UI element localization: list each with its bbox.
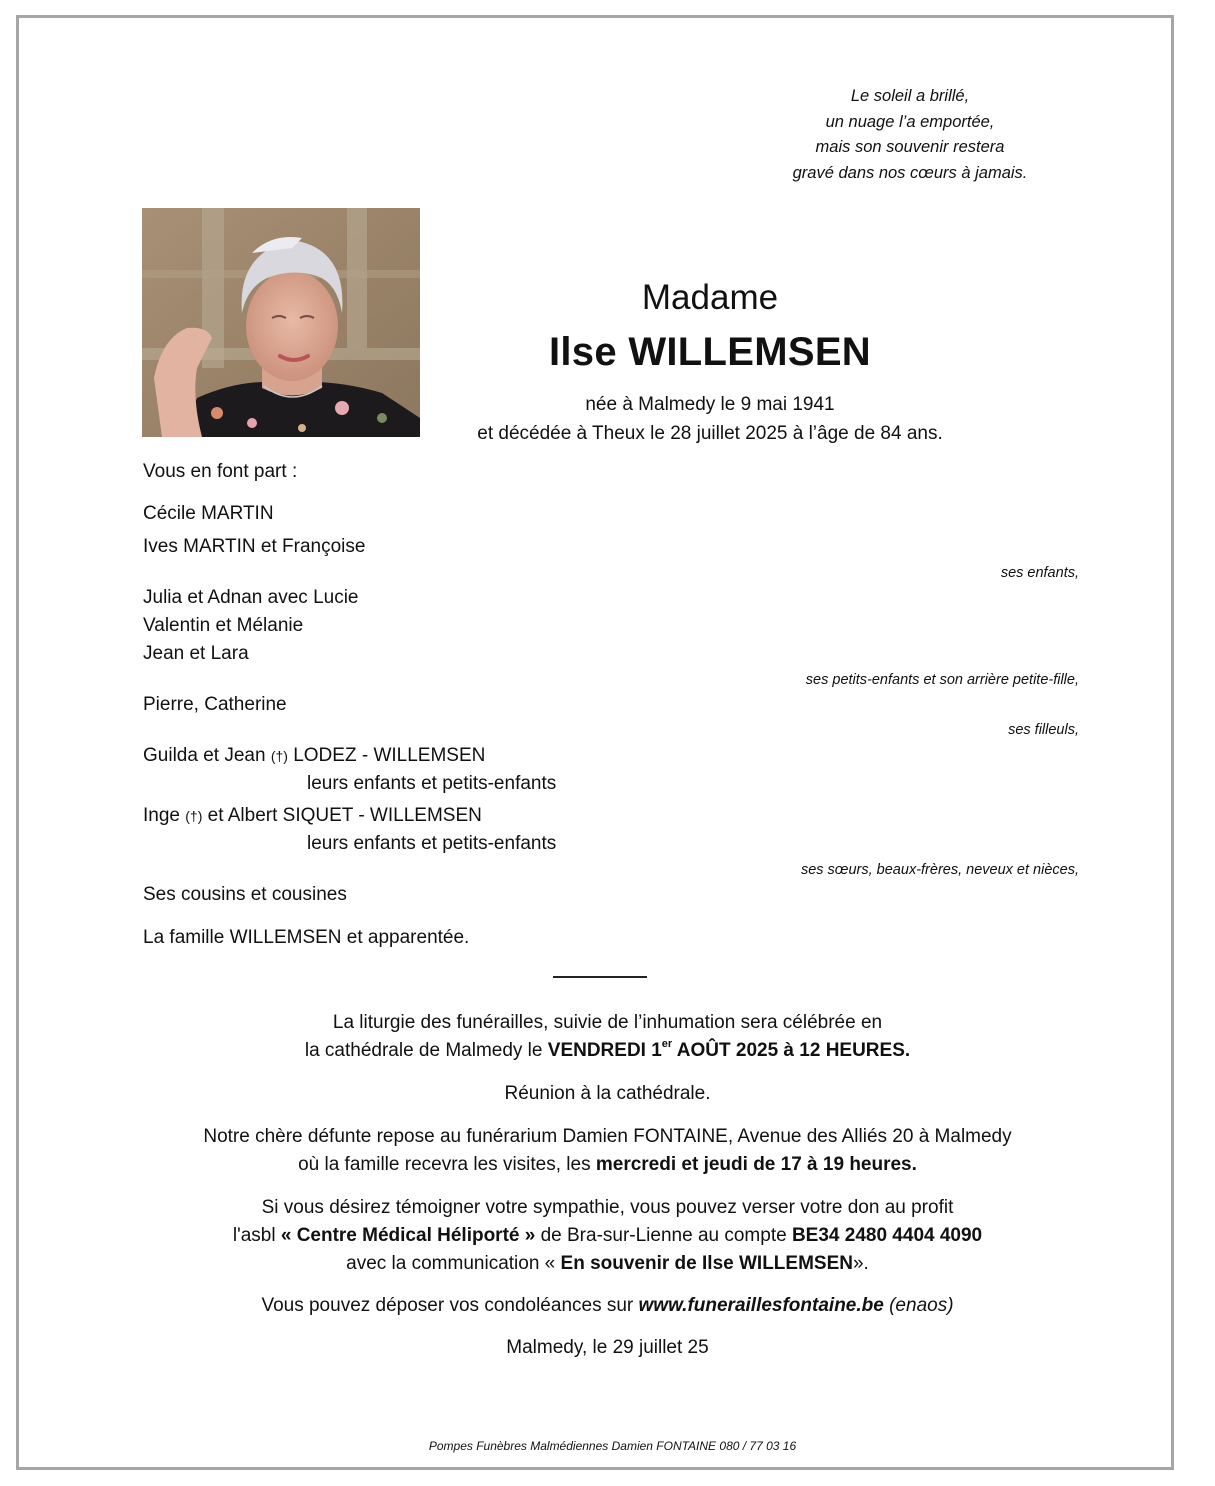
ordinal-suffix: er: [661, 1037, 673, 1050]
visitation-line: [60, 1151, 1155, 1179]
sibling-text: Guilda et Jean: [143, 745, 271, 766]
donation-text: de Bra-sur-Lienne au compte: [535, 1225, 792, 1246]
visitation-info: [60, 1123, 1155, 1179]
funeral-line: La liturgie des funérailles, suivie de l’inhumation sera célébrée en: [332, 1012, 883, 1033]
visitation-text: où la famille recevra les visites, les: [298, 1154, 596, 1175]
family-member-sub: leurs enfants et petits-enfants: [307, 833, 557, 854]
family-member-sub: leurs enfants et petits-enfants: [307, 773, 557, 794]
condolences-link[interactable]: www.funeraillesfontaine.be: [638, 1295, 884, 1316]
salutation: Madame: [641, 278, 779, 317]
donation-line: Si vous désirez témoigner votre sympathie, vous pouvez verser votre don au profit: [261, 1197, 954, 1218]
funeral-line: [60, 1037, 1155, 1065]
funeral-date-rest: AOÛT 2025 à 12 HEURES.: [672, 1040, 911, 1061]
poem-line: un nuage l’a emportée,: [825, 112, 995, 131]
bank-account: BE34 2480 4404 4090: [791, 1225, 983, 1246]
family-member: Jean et Lara: [143, 643, 249, 664]
funeral-text: la cathédrale de Malmedy le: [304, 1040, 548, 1061]
portrait-illustration: [142, 208, 420, 437]
family-member: Ses cousins et cousines: [143, 884, 347, 905]
funeral-date: [547, 1037, 911, 1061]
donation-reference: En souvenir de Ilse WILLEMSEN: [560, 1253, 853, 1274]
visitation-hours: mercredi et jeudi de 17 à 19 heures.: [595, 1154, 917, 1175]
donation-info: [60, 1194, 1155, 1278]
place-and-date: Malmedy, le 29 juillet 25: [506, 1337, 709, 1358]
life-dates: [420, 390, 1000, 448]
family-member: Ives MARTIN et Françoise: [143, 536, 366, 557]
family-member: Pierre, Catherine: [143, 694, 287, 715]
charity-name: « Centre Médical Héliporté »: [280, 1225, 536, 1246]
birth-line: née à Malmedy le 9 mai 1941: [585, 394, 835, 415]
donation-text: avec la communication «: [346, 1253, 561, 1274]
announcement-intro: Vous en font part :: [143, 461, 298, 482]
funeral-date-day: VENDREDI 1: [547, 1040, 662, 1061]
poem-line: Le soleil a brillé,: [850, 87, 970, 105]
poem: [700, 84, 1120, 186]
condolences-info: [60, 1292, 1155, 1320]
condolences-platform: (enaos): [883, 1295, 954, 1316]
poem-line: gravé dans nos cœurs à jamais.: [792, 163, 1028, 182]
family-member: La famille WILLEMSEN et apparentée.: [143, 927, 470, 948]
sibling-text: LODEZ - WILLEMSEN: [287, 745, 486, 766]
condolences-text: Vous pouvez déposer vos condoléances sur: [261, 1295, 639, 1316]
relation-label-godchildren: ses filleuls,: [1008, 722, 1079, 738]
portrait-photo: [142, 208, 420, 437]
sibling-text: Inge: [143, 805, 186, 826]
family-member: Julia et Adnan avec Lucie: [143, 587, 359, 608]
relation-label-children: ses enfants,: [1000, 565, 1079, 581]
deceased-dagger-icon: (†): [270, 748, 288, 764]
funeral-details: [60, 1009, 1155, 1065]
deceased-dagger-icon: (†): [185, 808, 203, 824]
sibling-text: et Albert SIQUET - WILLEMSEN: [202, 805, 482, 826]
family-member: [143, 743, 485, 769]
relation-label-siblings: ses sœurs, beaux-frères, neveux et nièces,: [800, 862, 1079, 878]
relation-label-grandchildren: ses petits-enfants et son arrière petite-fille,: [805, 672, 1079, 688]
donation-line: [60, 1250, 1155, 1278]
donation-text: ».: [852, 1253, 869, 1274]
donation-line: [60, 1222, 1155, 1250]
section-divider: [553, 976, 647, 978]
meeting-info: Réunion à la cathédrale.: [504, 1083, 711, 1104]
poem-line: mais son souvenir restera: [815, 138, 1005, 156]
family-member: [143, 803, 482, 829]
death-line: et décédée à Theux le 28 juillet 2025 à l’âge de 84 ans.: [477, 423, 943, 444]
family-member: Cécile MARTIN: [143, 503, 274, 524]
visitation-line: Notre chère défunte repose au funérarium Damien FONTAINE, Avenue des Alliés 20 à Malmedy: [203, 1126, 1012, 1147]
donation-text: l'asbl: [232, 1225, 281, 1246]
deceased-name: Ilse WILLEMSEN: [548, 330, 871, 374]
funeral-home-footer: Pompes Funèbres Malmédiennes Damien FONTAINE 080 / 77 03 16: [428, 1439, 797, 1453]
family-member: Valentin et Mélanie: [143, 615, 304, 636]
